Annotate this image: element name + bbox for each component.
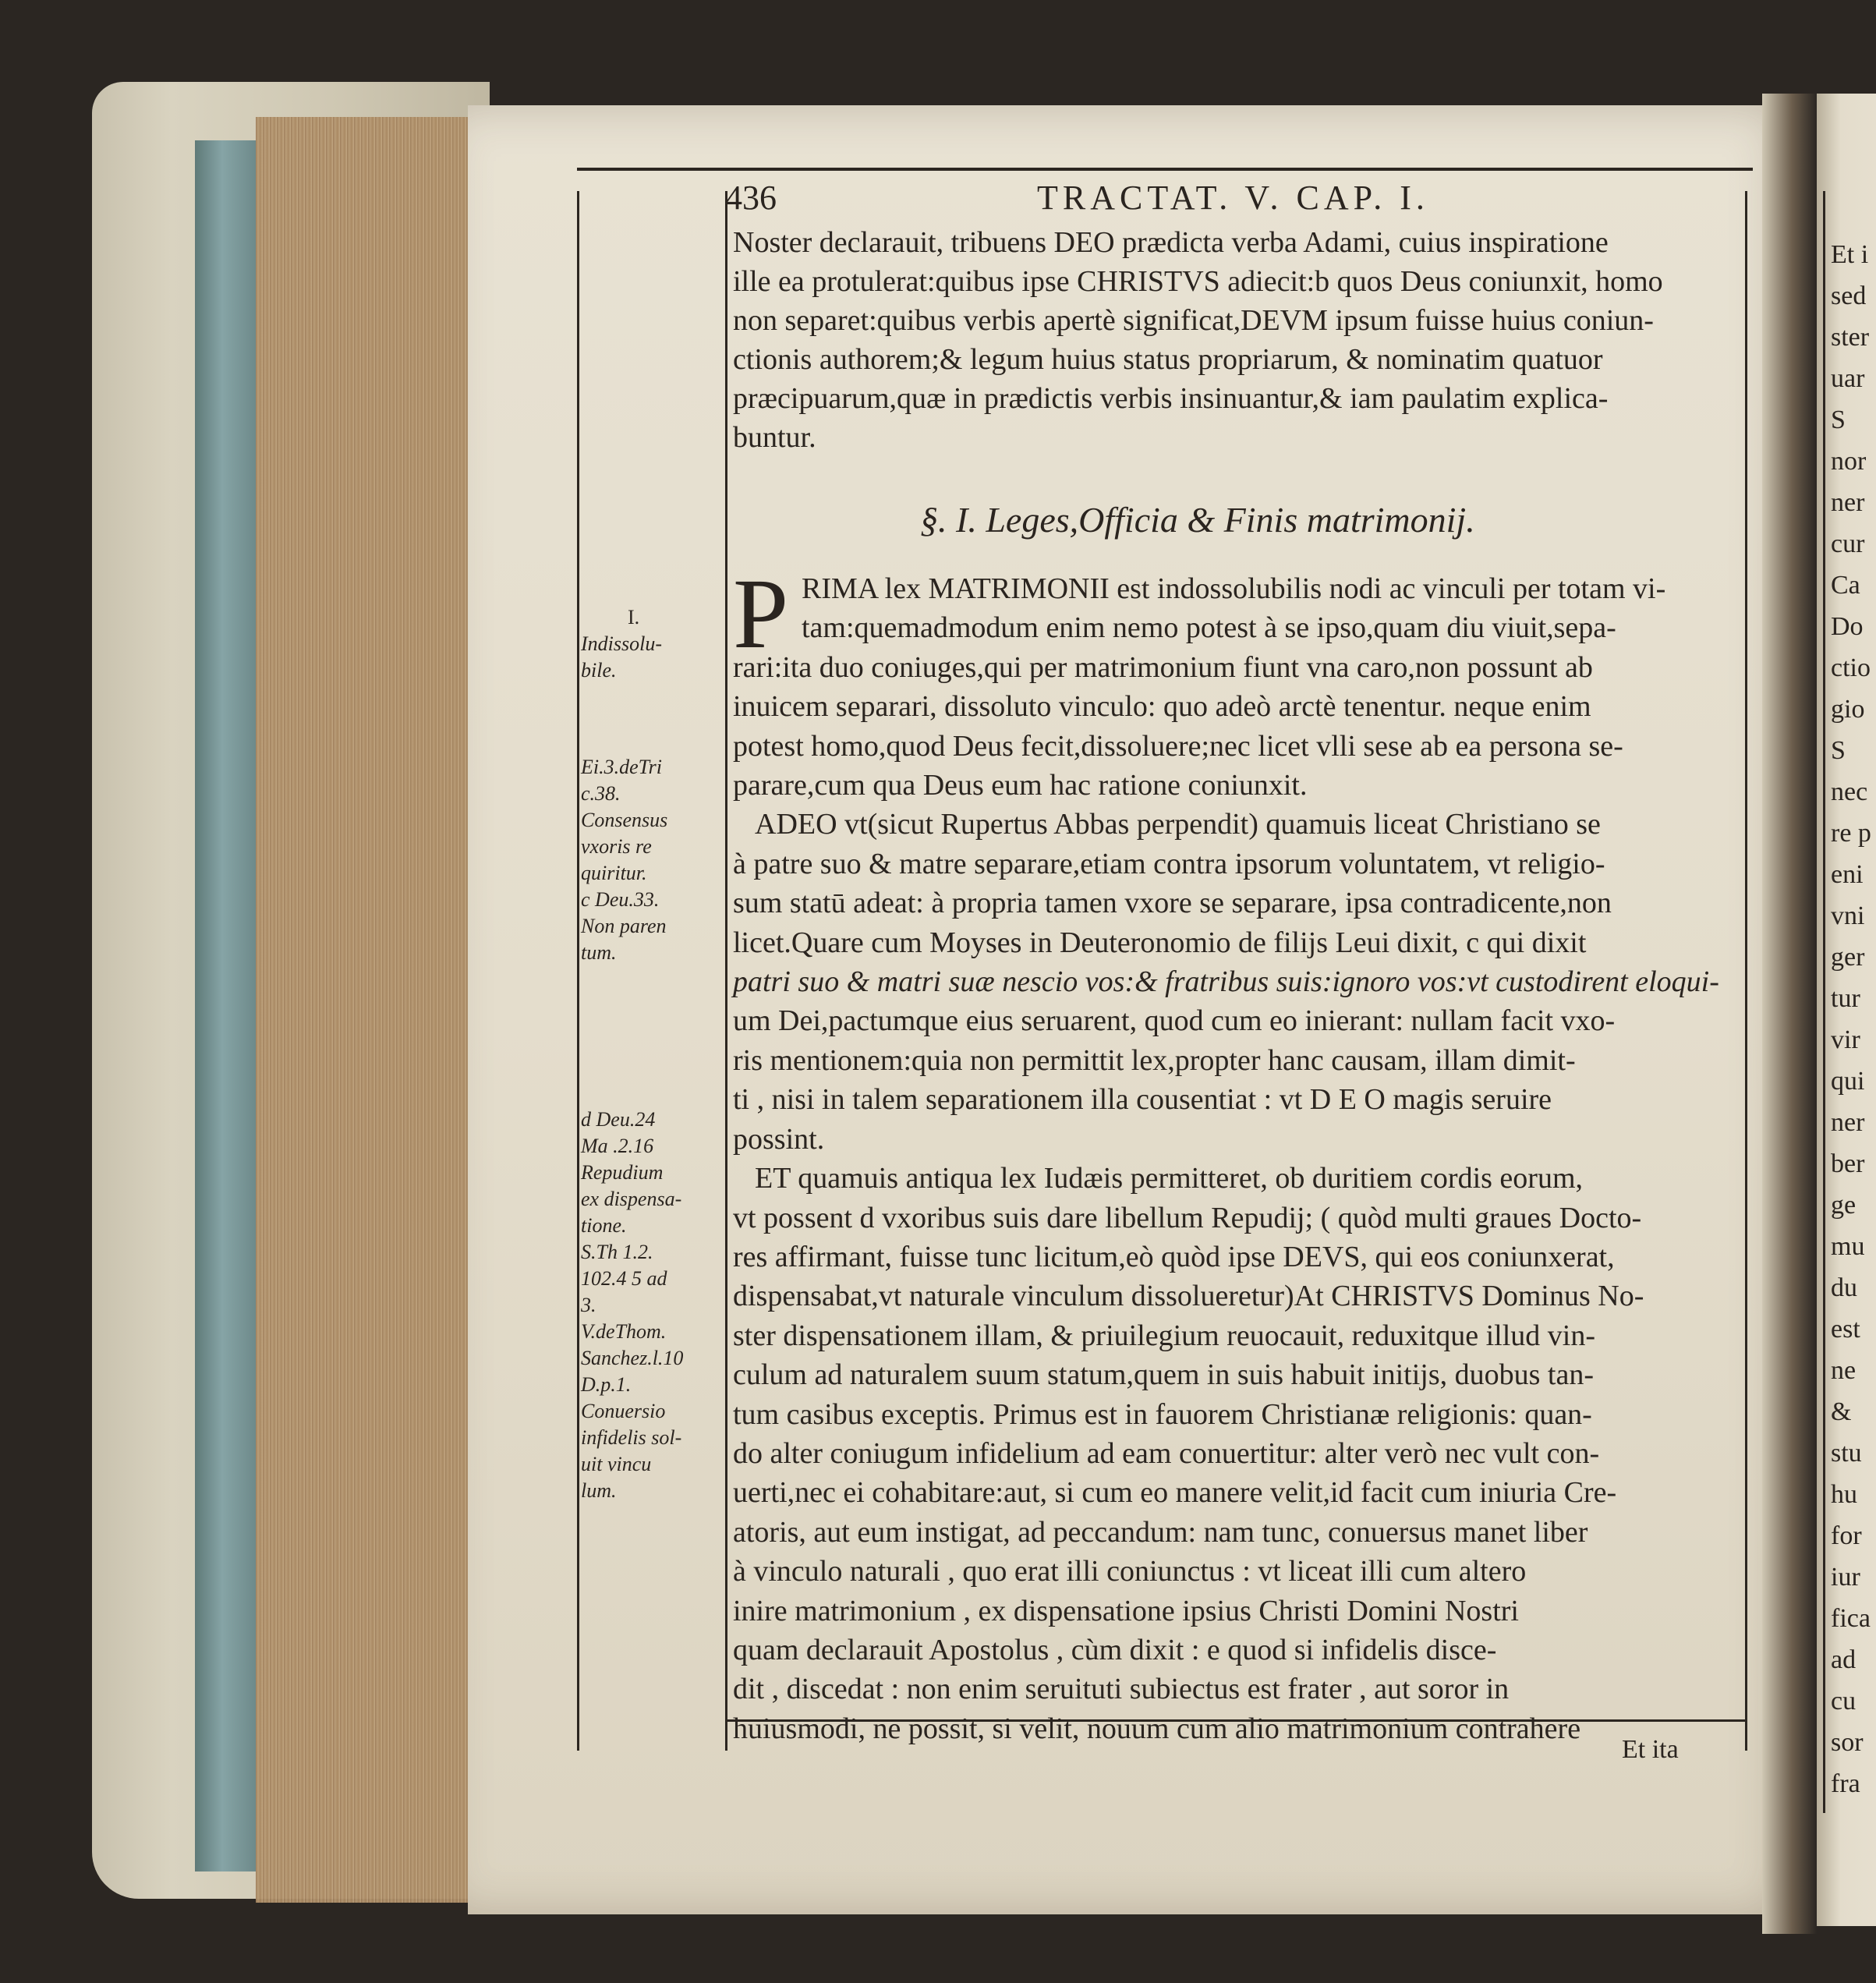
margin-note: vxoris re bbox=[581, 835, 652, 858]
right-page-fragment: vir bbox=[1831, 1025, 1860, 1054]
drop-cap: P bbox=[733, 558, 789, 669]
text-line: dit , discedat : non enim seruituti subiectus est frater , aut soror in bbox=[733, 1673, 1510, 1706]
text-line: ET quamuis antiqua lex Iudæis permitteret, ob duritiem cordis eorum, bbox=[755, 1162, 1584, 1195]
margin-note: lum. bbox=[581, 1479, 617, 1502]
page-number: 436 bbox=[725, 179, 777, 217]
text-line: dispensabat,vt naturale vinculum dissolueretur)At CHRISTVS Dominus No- bbox=[733, 1280, 1644, 1313]
catchword: Et ita bbox=[1622, 1735, 1679, 1764]
text-line: uerti,nec ei cohabitare:aut, si cum eo manere velit,id facit cum iniuria Cre- bbox=[733, 1476, 1617, 1510]
text-line: parare,cum qua Deus eum hac ratione coniunxit. bbox=[733, 769, 1308, 802]
right-page-fragment: eni bbox=[1831, 860, 1864, 889]
margin-note: Repudium bbox=[581, 1161, 664, 1184]
text-line: vt possent d vxoribus suis dare libellum Repudij; ( quòd multi graues Docto- bbox=[733, 1201, 1642, 1234]
right-page-fragment: ad bbox=[1831, 1645, 1857, 1674]
text-line: ADEO vt(sicut Rupertus Abbas perpendit) quamuis liceat Christiano se bbox=[755, 808, 1601, 841]
text-line: quam declarauit Apostolus , cùm dixit : e quod si infidelis disce- bbox=[733, 1633, 1497, 1666]
frame-right-rule bbox=[1745, 191, 1747, 1751]
margin-note: S.Th 1.2. bbox=[581, 1241, 653, 1263]
margin-note: ex dispensa- bbox=[581, 1188, 682, 1210]
margin-note: c.38. bbox=[581, 782, 621, 805]
text-line: inire matrimonium , ex dispensatione ipsius Christi Domini Nostri bbox=[733, 1594, 1519, 1627]
page-stack-edge bbox=[256, 117, 482, 1903]
text-line: ille ea protulerat:quibus ipse CHRISTVS adiecit:b quos Deus coniunxit, homo bbox=[733, 265, 1663, 298]
text-line: do alter coniugum infidelium ad eam conuertitur: alter verò nec vult con- bbox=[733, 1436, 1600, 1470]
text-line: ti , nisi in talem separationem illa cousentiat : vt D E O magis seruire bbox=[733, 1083, 1552, 1117]
margin-note: Ei.3.deTri bbox=[581, 756, 663, 778]
right-page-fragment: sed bbox=[1831, 282, 1867, 310]
margin-note: infidelis sol- bbox=[581, 1426, 682, 1449]
right-page-fragment: Et i bbox=[1831, 240, 1869, 269]
text-line: à patre suo & matre separare,etiam contra ipsorum voluntatem, vt religio- bbox=[733, 847, 1605, 880]
frame-left-rule bbox=[577, 191, 579, 1751]
text-line: ctionis authorem;& legum huius status propriarum, & nominatim quatuor bbox=[733, 343, 1603, 376]
right-page-fragment: fra bbox=[1831, 1769, 1860, 1798]
margin-note: Non paren bbox=[581, 915, 667, 937]
main-text bbox=[733, 558, 1739, 1748]
text-line: possint. bbox=[733, 1122, 825, 1156]
margin-note: bile. bbox=[581, 659, 617, 682]
running-head bbox=[725, 178, 1739, 225]
right-page-fragment: ctio bbox=[1831, 653, 1871, 682]
section-heading: §. I. Leges,Officia & Finis matrimonij. bbox=[920, 500, 1475, 540]
margin-note: tum. bbox=[581, 941, 617, 964]
text-line: um Dei,pactumque eius seruarent, quod cum eo inierant: nullam facit vxo- bbox=[733, 1004, 1616, 1038]
margin-note: Indissolu- bbox=[581, 632, 662, 655]
right-page-fragment: sor bbox=[1831, 1728, 1864, 1757]
right-page-fragment: S bbox=[1831, 405, 1846, 434]
right-page-fragment: nec bbox=[1831, 777, 1868, 806]
margin-note: V.deThom. bbox=[581, 1320, 667, 1343]
text-line: tum casibus exceptis. Primus est in fauorem Christianæ religionis: quan- bbox=[733, 1397, 1592, 1431]
text-line: ris mentionem:quia non permittit lex,propter hanc causam, illam dimit- bbox=[733, 1043, 1576, 1077]
right-page-fragment: ster bbox=[1831, 323, 1870, 352]
margin-note: Sanchez.l.10 bbox=[581, 1347, 684, 1369]
right-page-fragment: ber bbox=[1831, 1149, 1865, 1178]
right-page-fragment: cu bbox=[1831, 1687, 1857, 1716]
margin-note: D.p.1. bbox=[581, 1373, 632, 1396]
right-page-fragment: mu bbox=[1831, 1232, 1865, 1261]
margin-note: quiritur. bbox=[581, 862, 647, 884]
text-line: huiusmodi, ne possit, si velit, nouum cum alio matrimonium contrahere bbox=[733, 1712, 1581, 1745]
text-line: Noster declarauit, tribuens DEO prædicta verba Adami, cuius inspiratione bbox=[733, 226, 1609, 259]
right-page-fragment: hu bbox=[1831, 1480, 1857, 1509]
margin-note: 3. bbox=[581, 1294, 596, 1316]
margin-note: Conuersio bbox=[581, 1400, 666, 1422]
text-line: buntur. bbox=[733, 421, 816, 454]
running-title: TRACTAT. V. CAP. I. bbox=[1037, 179, 1429, 217]
text-line: culum ad naturalem suum statum,quem in suis habuit initijs, duobus tan- bbox=[733, 1358, 1594, 1392]
right-page-fragment: ner bbox=[1831, 488, 1865, 517]
margin-note: 102.4 5 ad bbox=[581, 1267, 667, 1290]
right-page-fragment: iur bbox=[1831, 1563, 1860, 1592]
text-line: potest homo,quod Deus fecit,dissoluere;nec licet vlli sese ab ea persona se- bbox=[733, 729, 1623, 763]
right-page-fragment: gio bbox=[1831, 695, 1865, 724]
book-gutter bbox=[1762, 94, 1817, 1934]
right-page-fragment: stu bbox=[1831, 1439, 1862, 1468]
text-line: atoris, aut eum instigat, ad peccandum: nam tunc, conuersus manet liber bbox=[733, 1515, 1588, 1549]
right-page-fragment: ne bbox=[1831, 1356, 1857, 1385]
intro-text bbox=[733, 223, 1739, 457]
right-page-fragment: vni bbox=[1831, 901, 1865, 930]
right-page-fragment: nor bbox=[1831, 447, 1867, 476]
right-page-fragment: du bbox=[1831, 1273, 1857, 1302]
right-page-fragment: ge bbox=[1831, 1191, 1857, 1220]
right-page-fragment: fica bbox=[1831, 1604, 1871, 1633]
margin-note: d Deu.24 bbox=[581, 1108, 656, 1131]
right-page-fragment: cur bbox=[1831, 529, 1865, 558]
right-page-fragment: tur bbox=[1831, 984, 1860, 1013]
right-page-text bbox=[1831, 234, 1876, 1804]
right-page-fragment: S bbox=[1831, 736, 1846, 765]
right-page-fragment: uar bbox=[1831, 364, 1865, 393]
right-page-fragment: for bbox=[1831, 1521, 1862, 1550]
right-page-fragment: ner bbox=[1831, 1108, 1865, 1137]
right-page-fragment: ger bbox=[1831, 943, 1865, 972]
margin-note: Ma .2.16 bbox=[581, 1135, 654, 1157]
text-line: præcipuarum,quæ in prædictis verbis insinuantur,& iam paulatim explica- bbox=[733, 382, 1609, 415]
right-page-fragment: qui bbox=[1831, 1067, 1865, 1096]
frame-top-rule bbox=[577, 168, 1753, 171]
right-page-fragment: re p bbox=[1831, 819, 1871, 848]
margin-note: Consensus bbox=[581, 809, 668, 831]
right-page-fragment: Ca bbox=[1831, 571, 1860, 600]
margin-note: tione. bbox=[581, 1214, 627, 1237]
text-line: RIMA lex MATRIMONII est indossolubilis nodi ac vinculi per totam vi- bbox=[802, 572, 1666, 605]
text-line: tam:quemadmodum enim nemo potest à se ipso,quam diu viuit,sepa- bbox=[802, 611, 1616, 645]
text-line: à vinculo naturali , quo erat illi coniunctus : vt liceat illi cum altero bbox=[733, 1555, 1527, 1588]
text-line: patri suo & matri suæ nescio vos:& fratribus suis:ignoro vos:vt custodirent eloqui- bbox=[733, 965, 1719, 999]
text-line: inuicem separari, dissoluto vinculo: quo adeò arctè tenentur. neque enim bbox=[733, 690, 1591, 724]
text-line: non separet:quibus verbis apertè significat,DEVM ipsum fuisse huius coniun- bbox=[733, 304, 1654, 337]
margin-note: c Deu.33. bbox=[581, 888, 660, 911]
margin-note: I. bbox=[628, 606, 640, 629]
text-line: rari:ita duo coniuges,qui per matrimonium fiunt vna caro,non possunt ab bbox=[733, 650, 1593, 684]
text-line: licet.Quare cum Moyses in Deuteronomio de filijs Leui dixit, c qui dixit bbox=[733, 926, 1587, 959]
right-page-fragment: est bbox=[1831, 1315, 1860, 1344]
right-page-fragment: & bbox=[1831, 1397, 1852, 1426]
margin-divider-rule bbox=[725, 191, 727, 1751]
margin-notes bbox=[581, 604, 721, 1504]
text-line: sum statū adeat: à propria tamen vxore se separare, ipsa contradicente,non bbox=[733, 887, 1612, 920]
right-page-fragment: Do bbox=[1831, 612, 1864, 641]
text-line: ster dispensationem illam, & priuilegium reuocauit, reduxitque illud vin- bbox=[733, 1319, 1595, 1352]
text-line: res affirmant, fuisse tunc licitum,eò quòd ipse DEVS, qui eos coniunxerat, bbox=[733, 1240, 1615, 1273]
page-edge-colored bbox=[195, 140, 256, 1871]
margin-note: uit vincu bbox=[581, 1453, 652, 1475]
right-page-rule bbox=[1823, 191, 1825, 1813]
